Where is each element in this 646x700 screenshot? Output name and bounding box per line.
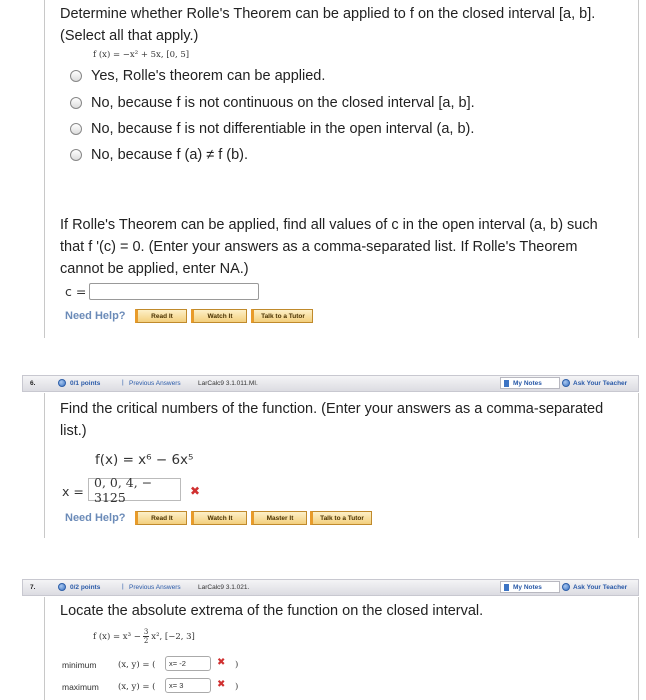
close-paren: ) <box>235 660 239 670</box>
q7-source: LarCalc9 3.1.021. <box>198 584 250 591</box>
watch-it-button[interactable]: Watch It <box>191 309 247 323</box>
option-label: No, because f is not continuous on the closed interval [a, b]. <box>91 95 475 111</box>
notes-icon <box>504 380 509 387</box>
my-notes-label: My Notes <box>513 583 542 591</box>
my-notes-button[interactable] <box>500 581 560 593</box>
fraction-denominator: 2 <box>143 637 149 645</box>
previous-answers-link[interactable]: Previous Answers <box>129 584 181 591</box>
x-label: x = <box>62 484 84 499</box>
minimum-xy-label: (x, y) = ( <box>118 660 156 670</box>
expand-icon[interactable] <box>58 379 66 387</box>
fraction <box>143 628 149 645</box>
option-label: Yes, Rolle's theorem can be applied. <box>91 68 326 84</box>
q5-prompt: Determine whether Rolle's Theorem can be applied to f on the closed interval [a, b]. (Select all that apply.) <box>60 6 596 44</box>
checkbox-icon[interactable] <box>70 70 82 82</box>
ask-your-teacher-link[interactable]: Ask Your Teacher <box>573 380 628 387</box>
q7-number: 7. <box>30 584 36 591</box>
option-label: No, because f (a) ≠ f (b). <box>91 147 249 163</box>
q6-number: 6. <box>30 380 36 387</box>
q6-points: 0/1 points <box>70 380 101 387</box>
minimum-answer-field[interactable]: x= -2 <box>165 656 211 671</box>
q6-prompt: Find the critical numbers of the function. (Enter your answers as a comma-separated list.) <box>60 401 604 439</box>
maximum-answer-field[interactable]: x= 3 <box>165 678 211 693</box>
checkbox-icon[interactable] <box>70 149 82 161</box>
my-notes-label: My Notes <box>513 379 542 387</box>
maximum-label: maximum <box>62 682 99 692</box>
fraction-numerator: 3 <box>143 628 149 636</box>
maximum-xy-label: (x, y) = ( <box>118 682 156 692</box>
ask-teacher-icon[interactable] <box>562 583 570 591</box>
ask-your-teacher-link[interactable]: Ask Your Teacher <box>573 584 628 591</box>
q6-answer-field[interactable]: 0, 0, 4, − 3125 <box>88 478 181 501</box>
q7-function <box>93 628 195 645</box>
q6-function: f(x) = x⁶ − 6x⁵ <box>95 452 194 468</box>
ask-teacher-icon[interactable] <box>562 379 570 387</box>
incorrect-icon: ✖ <box>217 657 226 668</box>
need-help-label: Need Help? <box>65 310 126 322</box>
close-paren: ) <box>235 682 239 692</box>
q5-option-2[interactable] <box>70 95 475 111</box>
my-notes-button[interactable] <box>500 377 560 389</box>
q6-header-bar <box>22 375 639 392</box>
q6-source: LarCalc9 3.1.011.MI. <box>198 380 258 387</box>
talk-to-tutor-button[interactable]: Talk to a Tutor <box>310 511 372 525</box>
notes-icon <box>504 584 509 591</box>
c-label: c = <box>65 284 87 299</box>
checkbox-icon[interactable] <box>70 97 82 109</box>
checkbox-icon[interactable] <box>70 123 82 135</box>
expand-icon[interactable] <box>58 583 66 591</box>
separator: | <box>122 583 124 590</box>
q7-points: 0/2 points <box>70 584 101 591</box>
q5-function: f (x) = −x² + 5x, [0, 5] <box>93 50 190 60</box>
q5-option-4[interactable] <box>70 147 248 163</box>
talk-to-tutor-button[interactable]: Talk to a Tutor <box>251 309 313 323</box>
separator: | <box>122 379 124 386</box>
function-suffix: x², [−2, 3] <box>151 631 195 642</box>
q7-prompt: Locate the absolute extrema of the function on the closed interval. <box>60 603 484 619</box>
incorrect-icon: ✖ <box>190 484 201 498</box>
function-prefix: f (x) = x³ − <box>93 631 141 642</box>
option-label: No, because f is not differentiable in the open interval (a, b). <box>91 121 475 137</box>
q7-header-bar <box>22 579 639 596</box>
incorrect-icon: ✖ <box>217 679 226 690</box>
previous-answers-link[interactable]: Previous Answers <box>129 380 181 387</box>
c-answer-input[interactable] <box>89 283 259 300</box>
master-it-button[interactable]: Master It <box>251 511 307 525</box>
q5-part2-prompt: If Rolle's Theorem can be applied, find all values of c in the open interval (a, b) such that f '(c) = 0. (Enter your answers as a comma-separated list. If Rolle's Theorem cannot be applied, enter NA.) <box>60 217 598 277</box>
read-it-button[interactable]: Read It <box>135 511 187 525</box>
watch-it-button[interactable]: Watch It <box>191 511 247 525</box>
need-help-label: Need Help? <box>65 512 126 524</box>
read-it-button[interactable]: Read It <box>135 309 187 323</box>
q5-option-3[interactable] <box>70 121 474 137</box>
q5-option-1[interactable] <box>70 68 325 84</box>
minimum-label: minimum <box>62 660 97 670</box>
